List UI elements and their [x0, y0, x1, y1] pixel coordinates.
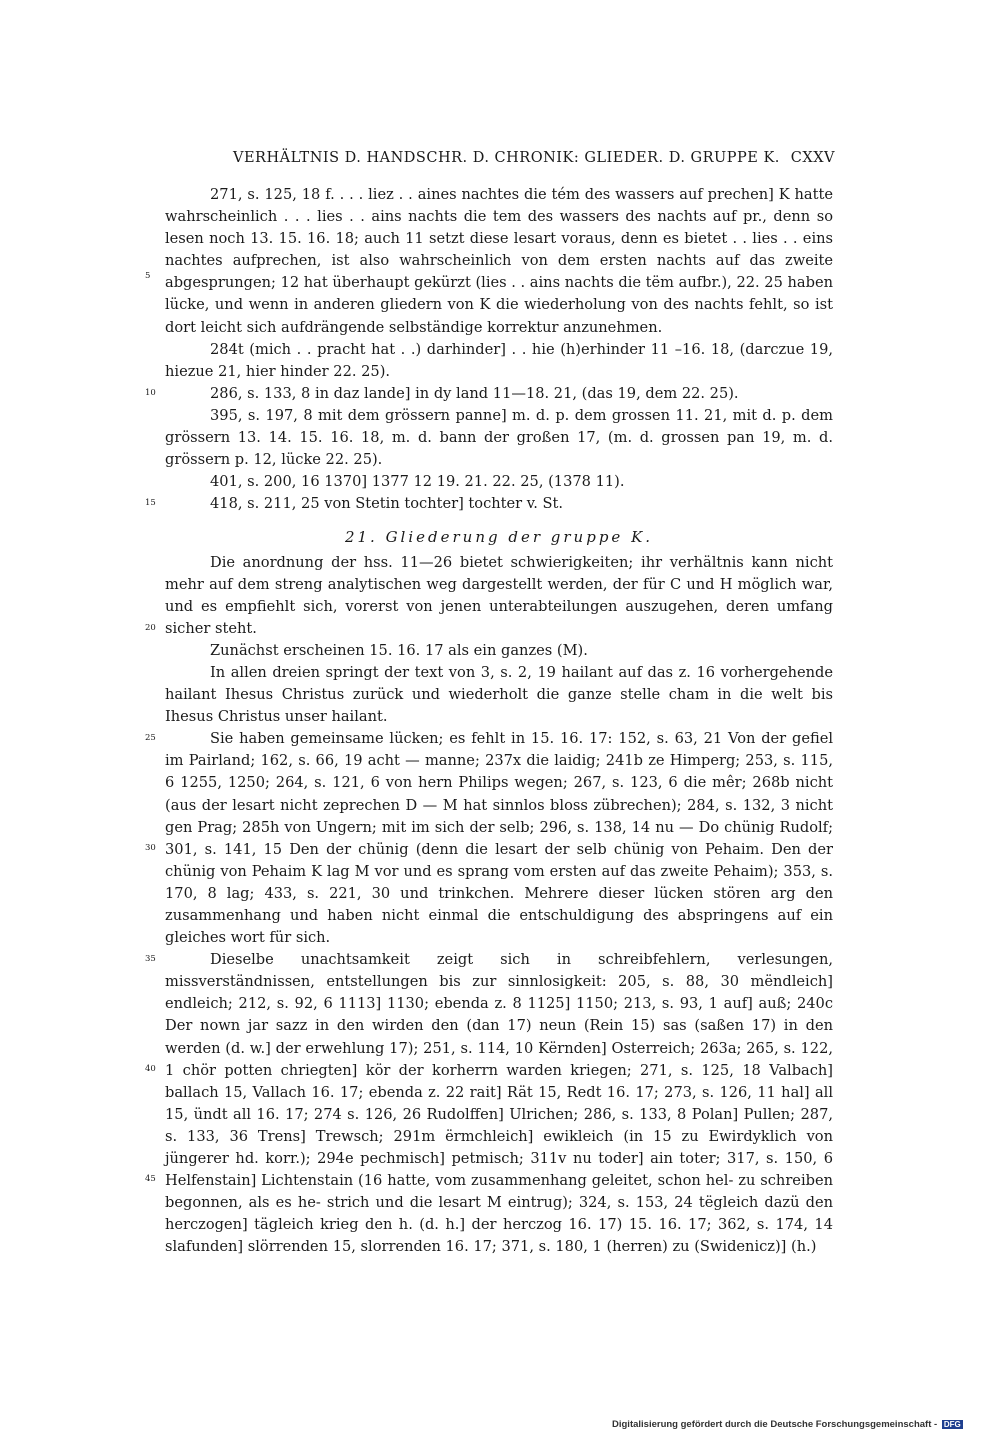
line-number: 10	[145, 387, 156, 398]
paragraph	[165, 640, 833, 662]
paragraph-text: Die anordnung der hss. 11—26 bietet schwierigkeiten; ihr verhältnis kann nicht mehr auf dem streng analytischen weg dargestellt werden, der für C und H möglich war, und es empfiehlt sich, vorerst von jenen unterabteilungen auszugehen, deren umfang sicher steht.	[165, 553, 833, 637]
line-number: 5	[145, 271, 151, 281]
line-number: 20	[145, 622, 156, 633]
section-gap	[165, 515, 833, 526]
paragraph-text: 395, s. 197, 8 mit dem grössern panne] m. d. p. dem grossen 11. 21, mit d. p. dem grössern 13. 14. 15. 16. 18, m. d. bann der großen 17, (m. d. grossen pan 19, m. d. grössern p. 12, lücke 22. 25).	[165, 406, 833, 469]
line-number: 15	[145, 498, 156, 509]
paragraph	[145, 552, 833, 640]
paragraph-text: 271, s. 125, 18 f. . . . liez . . aines nachtes die tém des wassers auf prechen] K hatte wahrscheinlich . . . lies . . ains nachts die tem des wassers des nachts auf pr., denn so lesen noch 13. 15. 16. 18; auch 11 setzt diese lesart voraus, denn es bietet . . lies . . eins nachtes aufprechen, ist also wahrscheinlich von dem ersten nachts auf das zweite abgesprungen; 12 hat überhaupt gekürzt (lies . . ains nachts die tëm aufbr.), 22. 25 haben lücke, und wenn in anderen gliedern von K die wiederholung von des nachts fehlt, so ist dort leicht sich aufdrängende selbständige korrektur anzunehmen.	[165, 186, 833, 336]
paragraph	[145, 383, 833, 405]
paragraph-text: 284t (mich . . pracht hat . .) darhinder] . . hie (h)erhinder 11 –16. 18, (darczue 19, hiezue 21, hier hinder 22. 25).	[165, 340, 833, 380]
paragraph-text: Zunächst erscheinen 15. 16. 17 als ein ganzes (M).	[210, 641, 588, 659]
footer-text: Digitalisierung gefördert durch die Deutsche Forschungsgemeinschaft -	[612, 1419, 938, 1430]
running-title: VERHÄLTNIS D. HANDSCHR. D. CHRONIK: GLIEDER. D. GRUPPE K.	[233, 150, 780, 166]
dfg-logo: DFG	[943, 1419, 961, 1429]
page-number: CXXV	[790, 150, 835, 166]
footer	[612, 1419, 963, 1430]
paragraph	[165, 662, 833, 728]
paragraph	[145, 184, 833, 339]
paragraph	[165, 471, 833, 493]
paragraph	[145, 493, 833, 515]
section-heading: 21. Gliederung der gruppe K.	[344, 528, 654, 547]
line-number: 35	[145, 954, 156, 965]
paragraph	[165, 405, 833, 471]
paragraph-text: 418, s. 211, 25 von Stetin tochter] tochter v. St.	[210, 495, 564, 513]
line-number: 25	[145, 733, 156, 744]
line-number: 45	[145, 1174, 156, 1185]
paragraph-text: 401, s. 200, 16 1370] 1377 12 19. 21. 22. 25, (1378 11).	[210, 473, 625, 491]
paragraph	[145, 728, 833, 949]
paragraph-text: 286, s. 133, 8 in daz lande] in dy land 11—18. 21, (das 19, dem 22. 25).	[210, 384, 739, 402]
line-number: 30	[145, 843, 156, 854]
paragraph-text: Sie haben gemeinsame lücken; es fehlt in 15. 16. 17: 152, s. 63, 21 Von der gefiel im Pairland; 162, s. 66, 19 acht — manne; 237x die laidig; 241b ze Himperg; 253, s. 115, 6 1255, 1250; 264, s. 121, 6 von hern Philips wegen; 267, s. 123, 6 die mêr; 268b nicht (aus der lesart nicht zeprechen D — M hat sinnlos bloss zübrechen); 284, s. 132, 3 nicht gen Prag; 285h von Ungern; mit im sich der selb; 296, s. 138, 14 nu — Do chünig Rudolf; 301, s. 141, 15 Den der chünig (denn die lesart der selb chünig von Pehaim. Den der chünig von Pehaim K lag M vor und es sprang vom ersten auf das zweite Pehaim); 353, s. 170, 8 lag; 433, s. 221, 30 und trinkchen. Mehrere dieser lücken stören arg den zusammenhang und haben nicht einmal die entschuldigung des abspringens auf ein gleiches wort für sich.	[165, 730, 833, 947]
paragraph-text: Dieselbe unachtsamkeit zeigt sich in schreibfehlern, verlesungen, missverständnissen, entstellungen bis zur sinnlosigkeit: 205, s. 88, 30 mëndleich] endleich; 212, s. 92, 6 1113] 1130; ebenda z. 8 1125] 1150; 213, s. 93, 1 auf] auß; 240c Der nown jar sazz in den wirden den (dan 17) neun (Rein 15) sas (saßen 17) in den werden (d. w.] der erwehlung 17); 251, s. 114, 10 Kërnden] Osterreich; 263a; 265, s. 122, 1 chör potten chriegten] kör der korherrn warden kriegen; 271, s. 125, 18 Valbach] ballach 15, Vallach 16. 17; ebenda z. 22 rait] Rät 15, Redt 16. 17; 273, s. 126, 11 hal] all 15, ündt all 16. 17; 274 s. 126, 26 Rudolffen] Ulrichen; 286, s. 133, 8 Polan] Pullen; 287, s. 133, 36 Trens] Trewsch; 291m ërmchleich] ewikleich (in 15 zu Ewirdyklich von jüngerer hd. korr.); 294e pechmisch] petmisch; 311v nu toder] ain toter; 317, s. 150, 6 Helfenstain] Lichtenstain (16 hatte, vom zusammenhang geleitet, schon hel- zu schreiben begonnen, als es he- strich und die lesart M eintrug); 324, s. 153, 24 tëgleich dazü den herczogen] tägleich krieg den h. (d. h.] der herczog 16. 17) 15. 16. 17; 362, s. 174, 14 slafunden] slörrenden 15, slorrenden 16. 17; 371, s. 180, 1 (herren) zu (Swidenicz)] (h.)	[165, 951, 833, 1256]
paragraph	[145, 949, 833, 1258]
paragraph-text: In allen dreien springt der text von 3, s. 2, 19 hailant auf das z. 16 vorhergehende hailant Ihesus Christus zurück und wiederholt die ganze stelle cham in die welt bis Ihesus Christus unser hailant.	[165, 663, 833, 726]
line-number: 40	[145, 1064, 156, 1075]
body-text	[145, 184, 833, 1259]
paragraph	[165, 339, 833, 383]
